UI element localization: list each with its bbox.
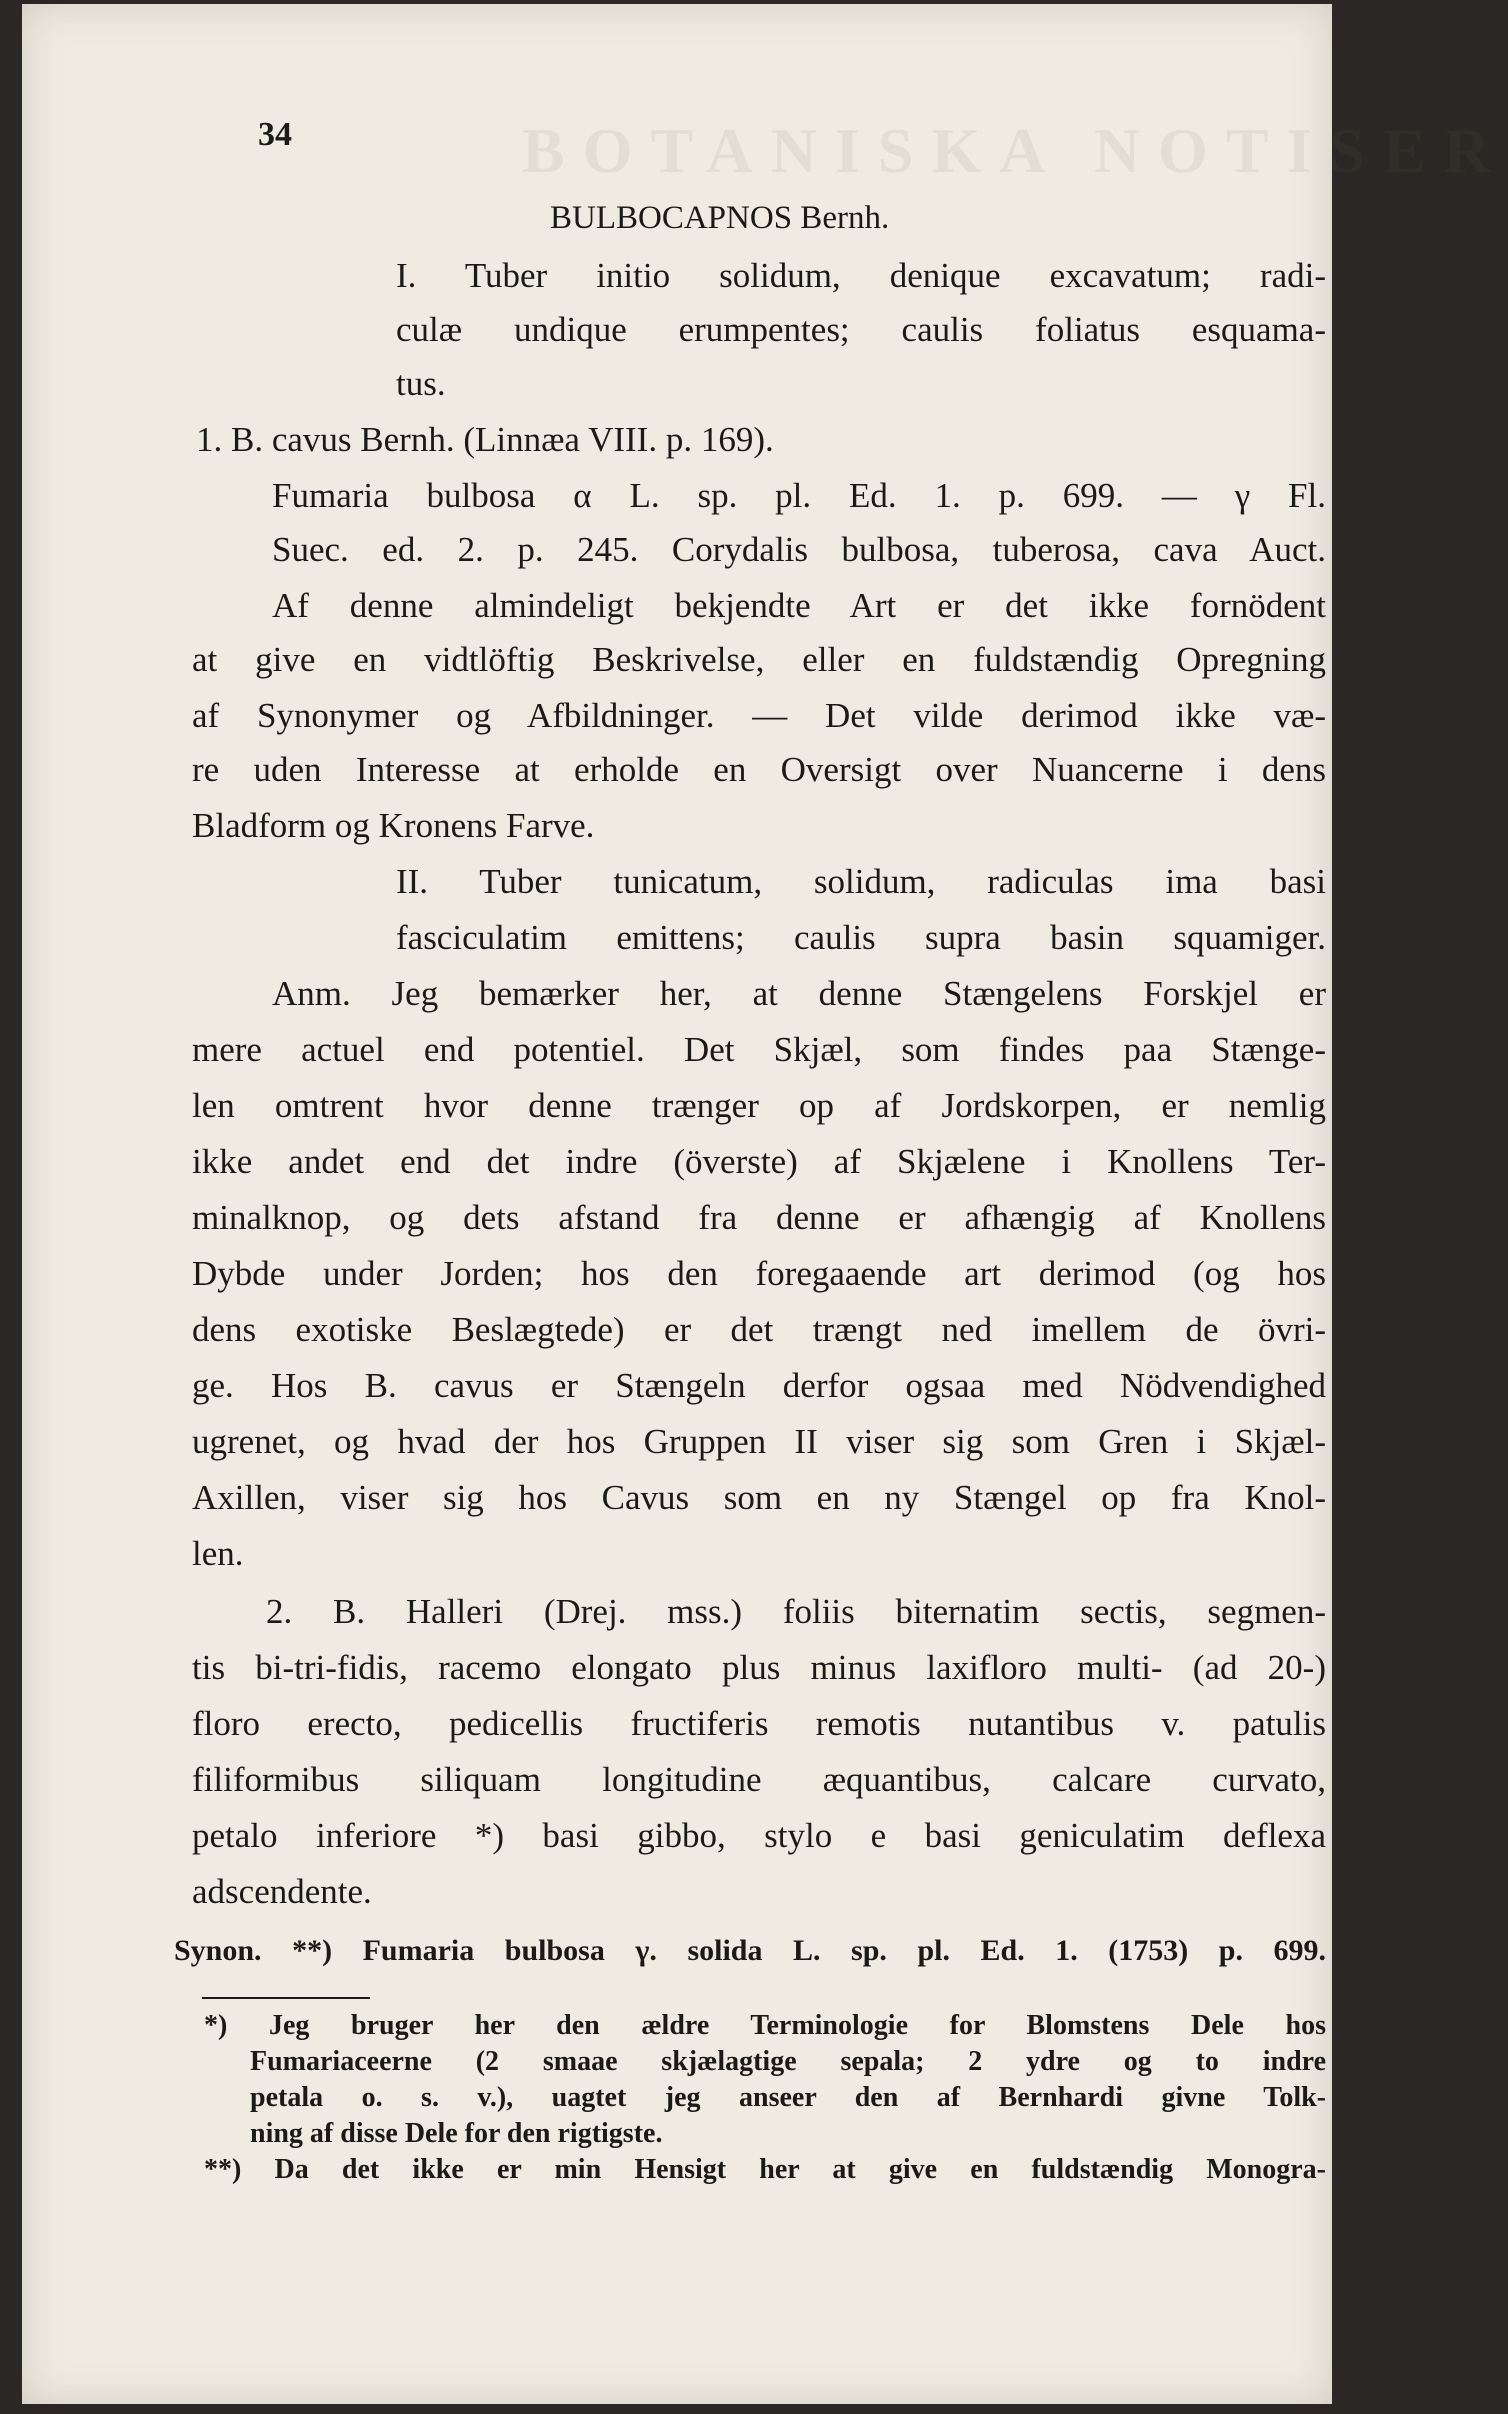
text-line: len. xyxy=(192,1534,244,1573)
footnote: *) Jeg bruger her den ældre Terminologie for Blomstens Dele hos xyxy=(204,2010,1326,2041)
text-line: mere actuel end potentiel. Det Skjæl, som findes paa Stænge- xyxy=(192,1030,1326,1069)
book-page xyxy=(22,4,1508,2404)
text-line: Suec. ed. 2. p. 245. Corydalis bulbosa, tuberosa, cava Auct. xyxy=(272,530,1326,569)
text-line: ikke andet end det indre (överste) af Skjælene i Knollens Ter- xyxy=(192,1142,1326,1181)
text-line: ge. Hos B. cavus er Stængeln derfor ogsaa med Nödvendighed xyxy=(192,1366,1326,1405)
text-line: minalknop, og dets afstand fra denne er afhængig af Knollens xyxy=(192,1198,1326,1237)
text-line: floro erecto, pedicellis fructiferis remotis nutantibus v. patulis xyxy=(192,1704,1326,1743)
page-number: 34 xyxy=(258,116,292,153)
footnote: petala o. s. v.), uagtet jeg anseer den af Bernhardi givne Tolk- xyxy=(250,2082,1326,2113)
text-line: adscendente. xyxy=(192,1872,372,1911)
text-line: tis bi-tri-fidis, racemo elongato plus minus laxifloro multi- (ad 20-) xyxy=(192,1648,1326,1687)
genus-heading: BULBOCAPNOS Bernh. xyxy=(550,200,890,236)
text-line: fasciculatim emittens; caulis supra basin squamiger. xyxy=(396,918,1326,957)
text-line: II. Tuber tunicatum, solidum, radiculas ima basi xyxy=(396,862,1326,901)
text-line: Fumaria bulbosa α L. sp. pl. Ed. 1. p. 699. — γ Fl. xyxy=(272,476,1326,515)
text-line: culæ undique erumpentes; caulis foliatus esquama- xyxy=(396,310,1326,349)
text-line: dens exotiske Beslægtede) er det trængt ned imellem de övri- xyxy=(192,1310,1326,1349)
species-heading: 2. B. Halleri (Drej. mss.) foliis biternatim sectis, segmen- xyxy=(266,1592,1326,1631)
text-line: Anm. Jeg bemærker her, at denne Stængelens Forskjel er xyxy=(272,974,1326,1013)
synonym-line: Synon. **) Fumaria bulbosa γ. solida L. sp. pl. Ed. 1. (1753) p. 699. xyxy=(174,1934,1326,1967)
species-heading: 1. B. cavus Bernh. (Linnæa VIII. p. 169). xyxy=(196,420,774,459)
text-line: Axillen, viser sig hos Cavus som en ny Stængel op fra Knol- xyxy=(192,1478,1326,1517)
text-line: Bladform og Kronens Farve. xyxy=(192,806,595,845)
text-line: filiformibus siliquam longitudine æquantibus, calcare curvato, xyxy=(192,1760,1326,1799)
footnote-rule xyxy=(202,1997,370,1999)
text-line: len omtrent hvor denne trænger op af Jordskorpen, er nemlig xyxy=(192,1086,1326,1125)
text-line: tus. xyxy=(396,364,446,403)
text-line: Dybde under Jorden; hos den foregaaende art derimod (og hos xyxy=(192,1254,1326,1293)
text-line: petalo inferiore *) basi gibbo, stylo e basi geniculatim deflexa xyxy=(192,1816,1326,1855)
footnote: **) Da det ikke er min Hensigt her at give en fuldstændig Monogra- xyxy=(204,2154,1326,2185)
text-line: re uden Interesse at erholde en Oversigt over Nuancerne i dens xyxy=(192,750,1326,789)
text-line: Af denne almindeligt bekjendte Art er det ikke fornödent xyxy=(272,586,1326,625)
text-line: I. Tuber initio solidum, denique excavatum; radi- xyxy=(396,256,1326,295)
footnote: ning af disse Dele for den rigtigste. xyxy=(250,2118,663,2149)
text-line: ugrenet, og hvad der hos Gruppen II viser sig som Gren i Skjæl- xyxy=(192,1422,1326,1461)
text-line: af Synonymer og Afbildninger. — Det vilde derimod ikke væ- xyxy=(192,696,1326,735)
footnote: Fumariaceerne (2 smaae skjælagtige sepala; 2 ydre og to indre xyxy=(250,2046,1326,2077)
text-line: at give en vidtlöftig Beskrivelse, eller en fuldstændig Opregning xyxy=(192,640,1326,679)
show-through-text: BOTANISKA NOTISER xyxy=(522,115,1508,186)
